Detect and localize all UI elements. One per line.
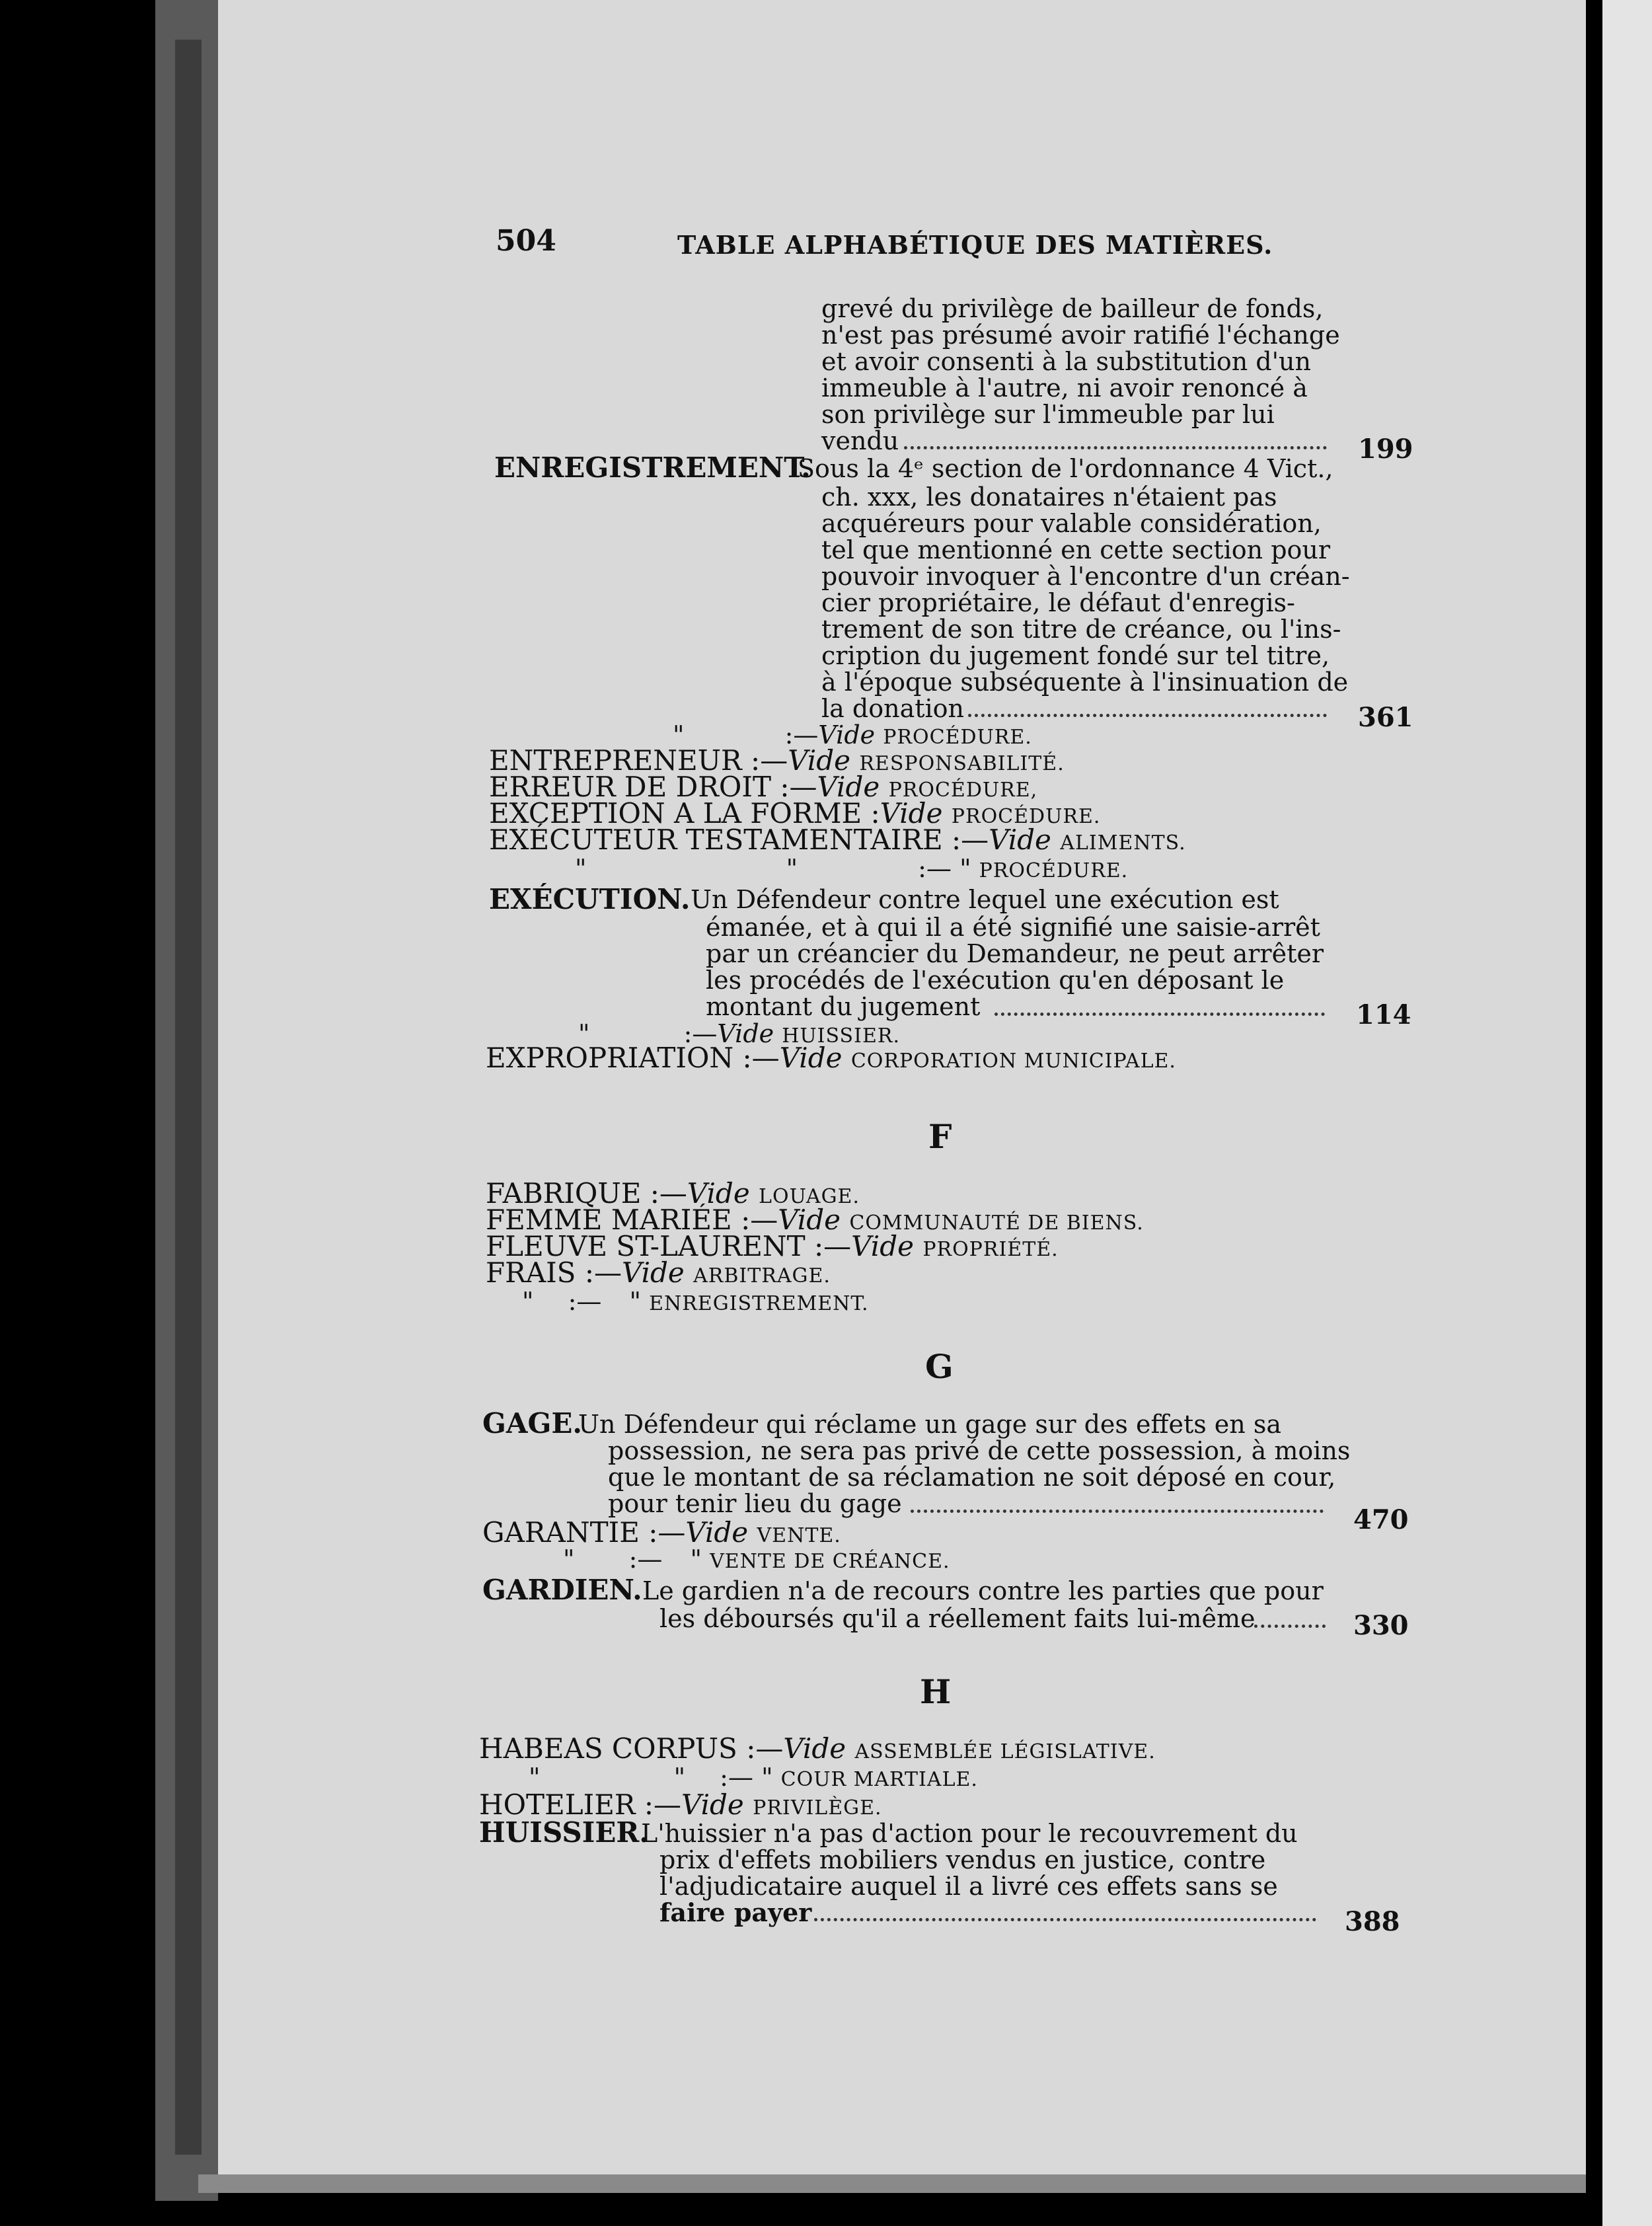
ditto-mark: " — [522, 1287, 534, 1316]
vide-label: Vide — [851, 1230, 914, 1262]
cross-reference: ASSEMBLÉE LÉGISLATIVE. — [854, 1740, 1156, 1763]
vide-label: Vide — [621, 1256, 685, 1289]
vide-label: Vide — [687, 1177, 750, 1209]
separator: : — [870, 797, 880, 829]
entry-heading: FLEUVE ST-LAURENT — [486, 1230, 806, 1262]
separator: :— — [683, 1019, 718, 1048]
vide-label: Vide — [681, 1788, 744, 1821]
entry-line: l'adjudicataire auquel il a livré ces effets sans se — [659, 1872, 1278, 1901]
section-letter: H — [920, 1672, 952, 1711]
entry-heading: EXÉCUTEUR TESTAMENTAIRE — [489, 824, 943, 856]
page-reference: 361 — [1358, 702, 1413, 733]
section-letter: G — [925, 1347, 954, 1386]
separator: :— — [628, 1545, 663, 1574]
dot-leader — [995, 1013, 1325, 1016]
vide-label: Vide — [717, 1019, 774, 1048]
entry-line: trement de son titre de créance, ou l'ins- — [821, 615, 1341, 644]
vide-label: Vide — [989, 824, 1051, 856]
entry-heading: ENREGISTREMENT. — [494, 451, 811, 484]
separator: :— — [650, 1177, 687, 1209]
cross-reference: HUISSIER. — [782, 1024, 900, 1048]
vide-label: Vide — [778, 1204, 841, 1236]
ditto-mark: " — [563, 1545, 575, 1574]
ditto-mark: " — [529, 1763, 541, 1792]
entry-line: les déboursés qu'il a réellement faits lui-même — [659, 1604, 1256, 1633]
entry-heading: ERREUR DE DROIT — [489, 771, 771, 803]
cross-reference: PROCÉDURE. — [979, 859, 1129, 882]
entry-heading: HABEAS CORPUS — [479, 1732, 737, 1765]
separator: :— — [741, 1204, 778, 1236]
entry-line: et avoir consenti à la substitution d'un — [821, 347, 1311, 376]
cross-reference: LOUAGE. — [759, 1185, 860, 1208]
entry-line: cription du jugement fondé sur tel titre, — [821, 641, 1330, 670]
cross-reference: PROCÉDURE. — [951, 805, 1101, 828]
entry-line: émanée, et à qui il a été signifié une saisie-arrêt — [706, 913, 1320, 942]
dot-leader — [968, 714, 1327, 717]
separator: :— — [742, 1042, 780, 1074]
separator: :— — [780, 771, 817, 803]
dot-leader — [911, 1510, 1324, 1513]
entry-line: immeuble à l'autre, ni avoir renoncé à — [821, 373, 1308, 403]
separator: :— — [644, 1788, 682, 1821]
cross-reference: PROPRIÉTÉ. — [922, 1238, 1059, 1261]
ditto-mark: " — [578, 1019, 590, 1048]
entry-heading: EXCEPTION A LA FORME — [489, 797, 862, 829]
cross-reference: CORPORATION MUNICIPALE. — [850, 1050, 1176, 1073]
entry-line: grevé du privilège de bailleur de fonds, — [821, 294, 1324, 323]
cross-reference: PROCÉDURE, — [888, 779, 1038, 802]
cross-reference: ALIMENTS. — [1060, 831, 1186, 855]
entry-line: n'est pas présumé avoir ratifié l'échange — [821, 321, 1340, 350]
vide-label: Vide — [779, 1042, 843, 1074]
separator: :— — [720, 1763, 753, 1792]
cross-reference: ENREGISTREMENT. — [649, 1292, 869, 1315]
ditto-mark: " — [959, 854, 971, 883]
entry-line: cier propriétaire, le défaut d'enregis- — [821, 588, 1295, 617]
separator: :— — [648, 1516, 686, 1549]
separator: :— — [951, 824, 989, 856]
entry-line: que le montant de sa réclamation ne soit déposé en cour, — [608, 1463, 1336, 1492]
facing-page-edge — [1602, 0, 1652, 2226]
entry-heading: ENTREPRENEUR — [489, 744, 742, 777]
ditto-mark: " — [761, 1763, 773, 1792]
page-reference: 199 — [1358, 434, 1413, 465]
entry-heading: FABRIQUE — [486, 1177, 642, 1209]
dot-leader — [904, 446, 1327, 449]
cross-reference: ARBITRAGE. — [693, 1264, 831, 1287]
entry-heading: HOTELIER — [479, 1788, 636, 1821]
entry-line: montant du jugement — [706, 992, 981, 1021]
ditto-mark: " — [690, 1545, 702, 1574]
entry-line: L'huissier n'a pas d'action pour le recouvrement du — [641, 1819, 1298, 1848]
entry-line: à l'époque subséquente à l'insinuation de — [821, 668, 1349, 697]
vide-label: Vide — [880, 797, 943, 829]
page-reference: 114 — [1356, 999, 1411, 1030]
entry-heading: GARANTIE — [482, 1516, 640, 1549]
entry-line: son privilège sur l'immeuble par lui — [821, 400, 1275, 429]
dot-leader — [814, 1918, 1316, 1921]
entry-heading: FRAIS — [486, 1256, 576, 1289]
ditto-mark: " — [673, 1763, 686, 1792]
section-letter: F — [928, 1117, 952, 1156]
entry-line: pouvoir invoquer à l'encontre d'un créan- — [821, 562, 1350, 591]
entry-heading: GAGE. — [482, 1407, 582, 1439]
entry-line: ch. xxx, les donataires n'étaient pas — [821, 482, 1277, 512]
entry-heading: FEMME MARIÉE — [486, 1204, 732, 1236]
separator: :— — [751, 744, 788, 777]
cross-reference: COUR MARTIALE. — [780, 1768, 978, 1791]
ditto-mark: " — [786, 854, 798, 883]
separator: :— — [584, 1256, 622, 1289]
separator: :— — [784, 720, 819, 749]
page-title: TABLE ALPHABÉTIQUE DES MATIÈRES. — [677, 230, 1273, 260]
separator: :— — [746, 1732, 784, 1765]
book-edge-shadow — [175, 40, 202, 2155]
entry-line: vendu — [821, 426, 899, 455]
ditto-mark: " — [575, 854, 587, 883]
entry-heading: GARDIEN. — [482, 1574, 642, 1606]
vide-label: Vide — [783, 1732, 846, 1765]
page-reference: 330 — [1353, 1610, 1409, 1641]
entry-line: Sous la 4ᵉ section de l'ordonnance 4 Vict., — [798, 454, 1333, 483]
vide-label: Vide — [788, 744, 850, 777]
separator: :— — [568, 1287, 602, 1316]
cross-reference: COMMUNAUTÉ DE BIENS. — [849, 1211, 1144, 1235]
vide-label: Vide — [817, 771, 880, 803]
entry-line: possession, ne sera pas privé de cette possession, à moins — [608, 1436, 1351, 1465]
entry-heading: EXPROPRIATION — [486, 1042, 734, 1074]
cross-reference: PRIVILÈGE. — [753, 1796, 882, 1820]
cross-reference: RESPONSABILITÉ. — [859, 752, 1065, 775]
separator: :— — [814, 1230, 852, 1262]
vide-label: Vide — [685, 1516, 749, 1549]
entry-line: pour tenir lieu du gage — [608, 1489, 902, 1518]
ditto-mark: " — [629, 1287, 641, 1316]
cross-reference: VENTE. — [757, 1524, 841, 1547]
entry-line: Un Défendeur contre lequel une exécution est — [691, 885, 1279, 914]
page-bottom-edge — [198, 2174, 1586, 2193]
page-number: 504 — [496, 224, 556, 258]
entry-line: par un créancier du Demandeur, ne peut arrêter — [706, 939, 1324, 968]
entry-line: acquéreurs pour valable considération, — [821, 509, 1322, 538]
entry-line: prix d'effets mobiliers vendus en justice, contre — [659, 1845, 1266, 1874]
cross-reference: PROCÉDURE. — [883, 726, 1032, 749]
cross-reference: VENTE DE CRÉANCE. — [710, 1550, 950, 1573]
vide-label: Vide — [818, 720, 876, 749]
entry-heading: EXÉCUTION. — [489, 883, 691, 915]
entry-heading: HUISSIER. — [479, 1816, 649, 1849]
dot-leader — [1254, 1625, 1326, 1628]
entry-line: tel que mentionné en cette section pour — [821, 535, 1331, 564]
entry-line: les procédés de l'exécution qu'en déposant le — [706, 966, 1285, 995]
entry-line: Un Défendeur qui réclame un gage sur des effets en sa — [578, 1410, 1281, 1439]
page-reference: 470 — [1353, 1504, 1409, 1535]
entry-line: la donation — [821, 694, 964, 723]
separator: :— — [918, 854, 952, 883]
ditto-mark: " — [673, 720, 685, 749]
page-reference: 388 — [1345, 1906, 1400, 1937]
entry-line: faire payer — [659, 1898, 812, 1927]
entry-line: Le gardien n'a de recours contre les parties que pour — [642, 1576, 1324, 1605]
